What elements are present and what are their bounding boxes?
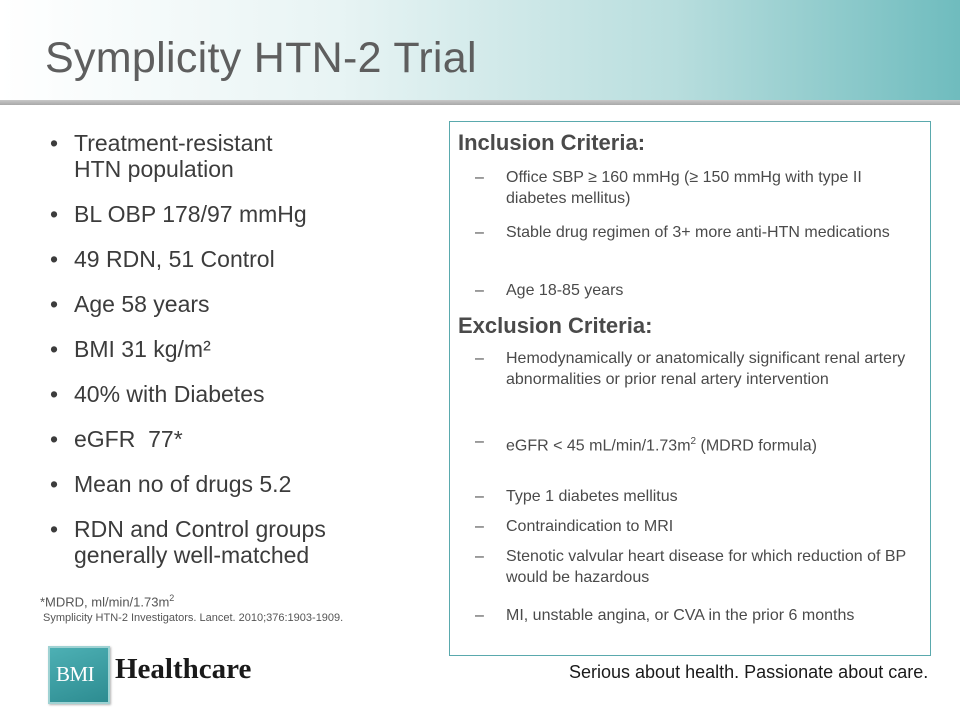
inclusion-heading: Inclusion Criteria: <box>458 130 646 155</box>
exclusion-item: – Stenotic valvular heart disease for which reduction of BP would be hazardous <box>475 548 906 586</box>
slide-title: Symplicity HTN-2 Trial <box>45 34 477 82</box>
exclusion-heading: Exclusion Criteria: <box>458 313 653 338</box>
exclusion-item: – Contraindication to MRI <box>475 518 674 535</box>
exclusion-item: – Hemodynamically or anatomically significant renal artery abnormalities or prior renal artery intervention <box>475 350 906 388</box>
bullet-item: • Mean no of drugs 5.2 <box>48 471 418 497</box>
exclusion-item: – MI, unstable angina, or CVA in the prior 6 months <box>475 607 855 624</box>
exclusion-item: – eGFR < 45 $mL/\min/1.73m^2$ (MDRD formula) <box>475 433 817 455</box>
bullet-item: • Treatment-resistant HTN population <box>48 130 314 182</box>
bullet-item: • BMI 31 kg/m² <box>48 336 418 362</box>
bullet-item: • Age 58 years <box>48 291 418 317</box>
bullet-item: • 49 RDN, 51 Control <box>48 246 418 272</box>
bmi-logo <box>48 646 110 704</box>
bullet-item: • RDN and Control groups generally well-matched <box>48 516 394 568</box>
bullet-item: • BL OBP 178/97 mmHg <box>48 201 418 227</box>
mdrd-footnote: *MDRD, $ml/\min/1.73m^2$ <box>40 593 175 610</box>
inclusion-item: – Stable drug regimen of 3+ more anti-HTN medications <box>475 224 890 241</box>
exclusion-item: – Type 1 diabetes mellitus <box>475 488 678 505</box>
bmi-logo-text: BMI <box>56 662 95 686</box>
tagline: Serious about health. Passionate about care. <box>569 662 929 682</box>
citation: Symplicity HTN-2 Investigators. Lancet. 2010;376:1903-1909. <box>43 612 344 624</box>
inclusion-item: – Office SBP ≥ 160 mmHg (≥ 150 mmHg with type II diabetes mellitus) <box>475 169 862 207</box>
bullet-item: • 40% with Diabetes <box>48 381 418 407</box>
bullet-list <box>48 130 418 587</box>
bullet-item: • eGFR 77* <box>48 426 418 452</box>
logo-wordmark: Healthcare <box>115 653 252 685</box>
inclusion-item: – Age 18-85 years <box>475 282 624 299</box>
header-divider <box>0 100 960 105</box>
criteria-box <box>449 121 931 656</box>
